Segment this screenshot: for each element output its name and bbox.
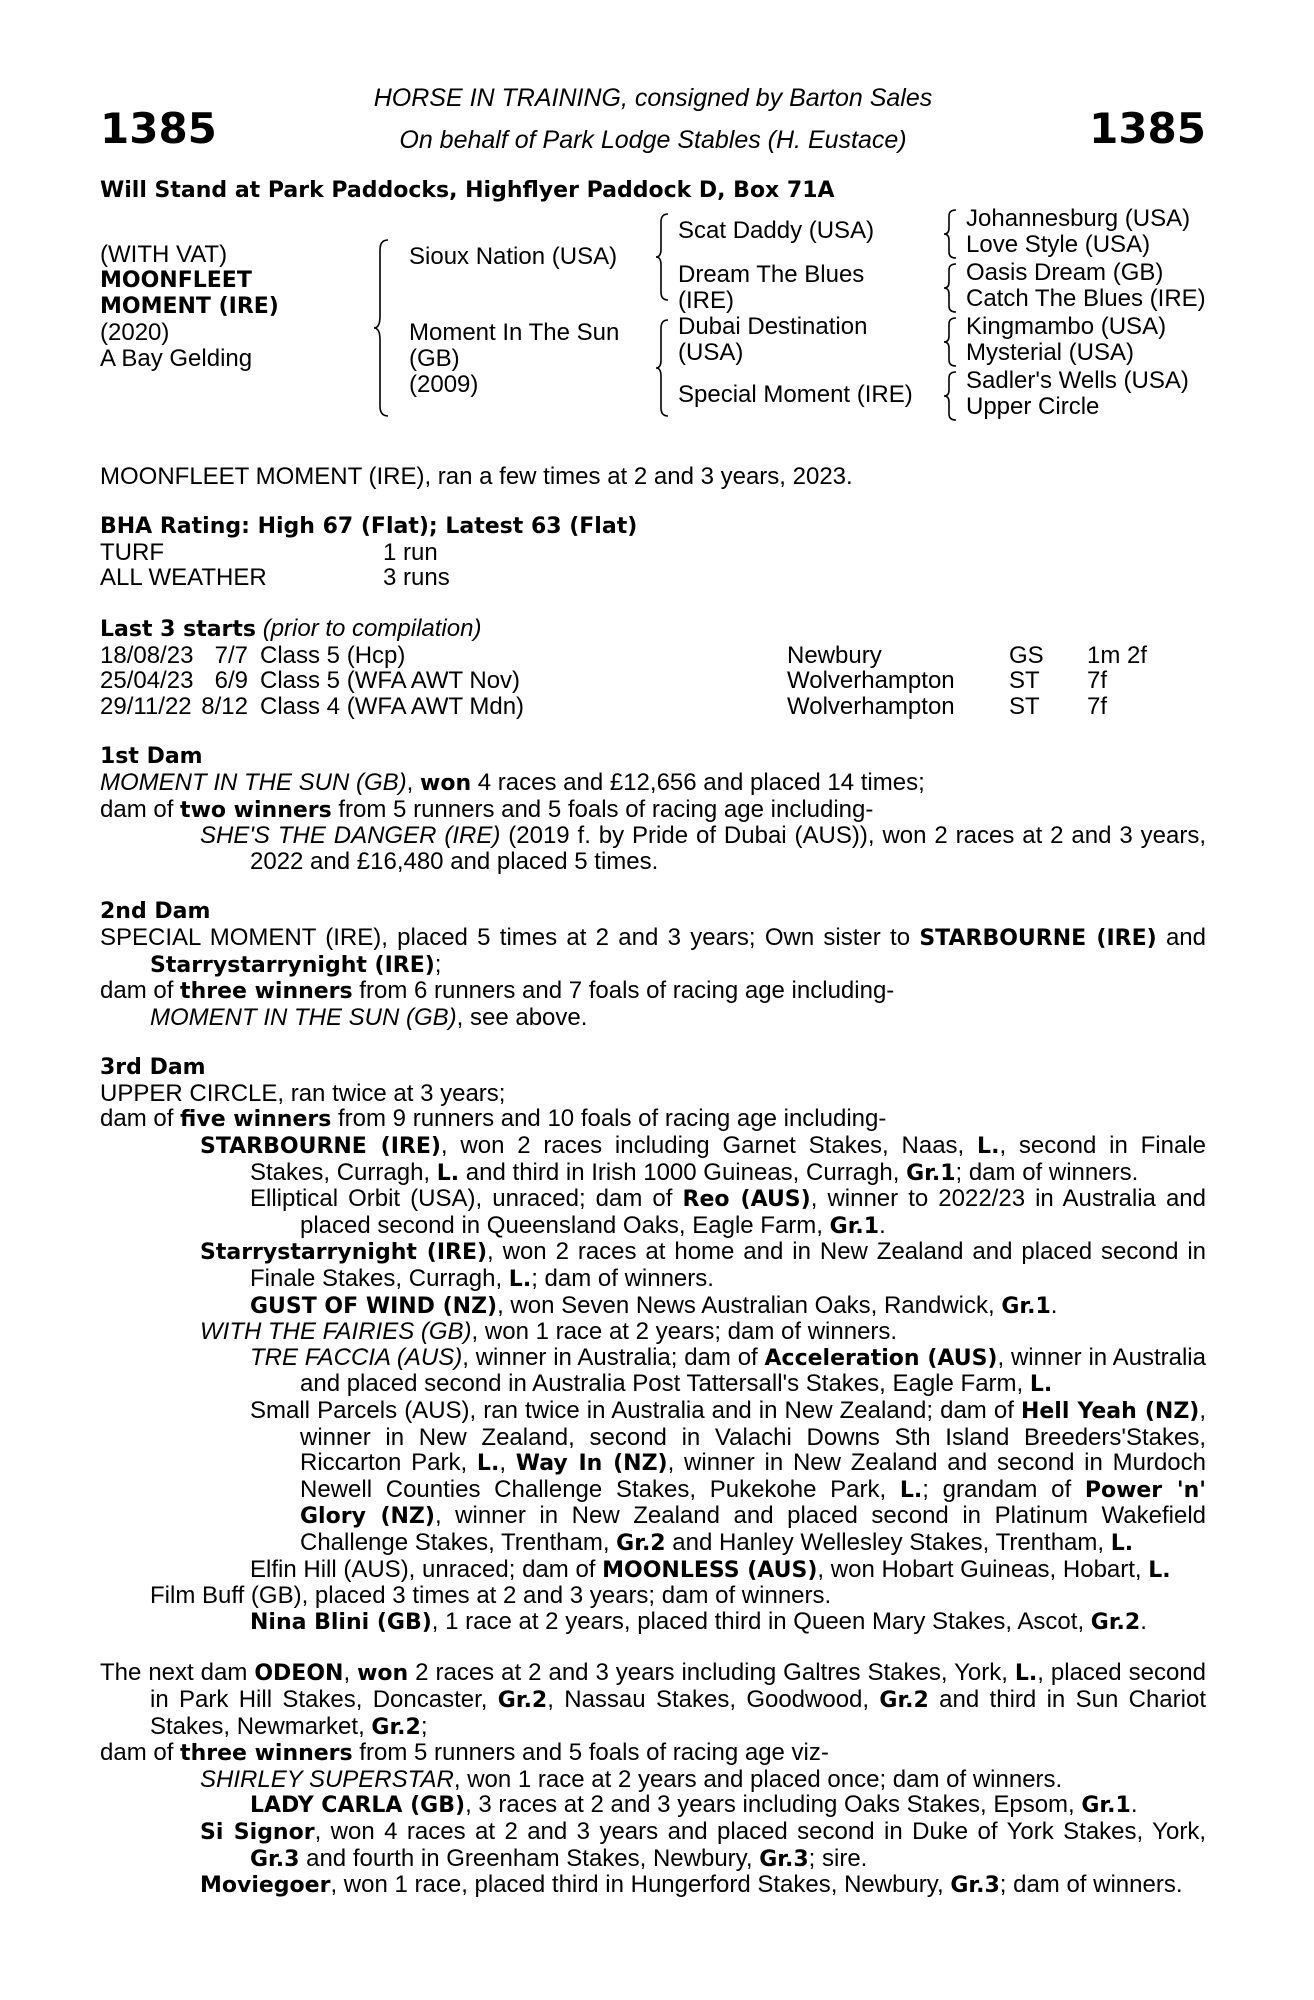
rating-runs: 1 run [383, 538, 438, 566]
start-position: 7/7 [214, 641, 248, 669]
dam3-produce: dam of five winners from 9 runners and 10 foals of racing age including- [100, 1105, 887, 1133]
start-row [100, 643, 1206, 669]
brace-gen1 [372, 238, 390, 418]
start-going: GS [1009, 641, 1044, 669]
brace-gen3-1 [942, 208, 958, 260]
ped-dsd: Mysterial (USA) [966, 338, 1135, 366]
sire: Sioux Nation (USA) [409, 242, 618, 270]
ped-ssd: Love Style (USA) [966, 230, 1151, 258]
dam1-heading: 1st Dam [100, 744, 203, 770]
summary: MOONFLEET MOMENT (IRE), ran a few times at 2 and 3 years, 2023. [100, 462, 853, 490]
ped-sdd: Catch The Blues (IRE) [966, 284, 1206, 312]
dam-dam: Special Moment (IRE) [678, 380, 913, 408]
horse-description: A Bay Gelding [100, 344, 253, 372]
brace-sire-gen2 [654, 212, 670, 302]
start-race: Class 4 (WFA AWT Mdn) [260, 692, 525, 720]
start-date: 25/04/23 [100, 667, 194, 695]
nextdam-record: The next dam ODEON, won 2 races at 2 and 3 years including Galtres Stakes, York, L., placed second in Park Hill Stakes, Doncaster, Gr.2, Nassau Stakes, Goodwood, Gr.2 and third in Sun Chariot Stakes, Newmarket, Gr.2; [100, 1659, 1206, 1740]
sire-dam-line2: (IRE) [678, 286, 734, 314]
horse-name-line1: MOONFLEET [100, 267, 252, 293]
brace-gen3-4 [942, 370, 958, 422]
start-date: 29/11/22 [100, 692, 192, 720]
rating-row [100, 540, 1206, 566]
starts-note: (prior to compilation) [262, 614, 482, 642]
start-row [100, 694, 1206, 720]
starts-title: Last 3 starts [100, 616, 257, 642]
dam2-heading: 2nd Dam [100, 899, 211, 925]
sire-sire: Scat Daddy (USA) [678, 216, 875, 244]
dam2-record: SPECIAL MOMENT (IRE), placed 5 times at 2 and 3 years; Own sister to STARBOURNE (IRE) and Starrystarrynight (IRE); [100, 923, 1206, 978]
lot-number-right: 1385 [1089, 104, 1206, 153]
horse-year: (2020) [100, 318, 170, 346]
start-position: 6/9 [214, 667, 248, 695]
rating-row [100, 565, 1206, 591]
dam2-foal: MOMENT IN THE SUN (GB), see above. [150, 1003, 588, 1031]
consignor-line: On behalf of Park Lodge Stables (H. Eustace) [399, 126, 907, 154]
nextdam-foal: Si Signor, won 4 races at 2 and 3 years and placed second in Duke of York Stakes, York, Gr.3 and fourth in Greenham Stakes, Newbury, Gr.3; sire. [200, 1817, 1206, 1872]
stand-location: Will Stand at Park Paddocks, Highflyer Paddock D, Box 71A [100, 178, 835, 203]
start-going: ST [1009, 667, 1040, 695]
start-going: ST [1009, 692, 1040, 720]
nextdam-foal: SHIRLEY SUPERSTAR, won 1 race at 2 years and placed once; dam of winners. [200, 1765, 1063, 1793]
horse-name-line2: MOMENT (IRE) [100, 293, 279, 319]
ped-dss: Kingmambo (USA) [966, 312, 1167, 340]
dam3-foal: WITH THE FAIRIES (GB), won 1 race at 2 years; dam of winners. [200, 1318, 898, 1346]
ped-ddd: Upper Circle [966, 392, 1100, 420]
rating-title: BHA Rating: High 67 (Flat); Latest 63 (Flat) [100, 514, 638, 540]
ped-sss: Johannesburg (USA) [966, 204, 1191, 232]
starts-heading [100, 616, 1206, 643]
dam-line3: (2009) [409, 370, 479, 398]
dam3-grandfoal: GUST OF WIND (NZ), won Seven News Australian Oaks, Randwick, Gr.1. [250, 1291, 1058, 1319]
dam-sire-line1: Dubai Destination [678, 312, 868, 340]
ped-sds: Oasis Dream (GB) [966, 258, 1164, 286]
nextdam-produce: dam of three winners from 5 runners and 5 foals of racing age viz- [100, 1739, 829, 1767]
dam3-granddaughter: Elliptical Orbit (USA), unraced; dam of Reo (AUS), winner to 2022/23 in Australia and placed second in Queensland Oaks, Eagle Farm, Gr.1. [250, 1185, 1206, 1239]
pedigree-table [100, 204, 1206, 434]
rating-runs: 3 runs [383, 564, 450, 592]
dam3-grandfoal: Small Parcels (AUS), ran twice in Australia and in New Zealand; dam of Hell Yeah (NZ), winner in New Zealand, second in Valachi Downs Sth Island Breeders'Stakes, Riccarton Park, L., Way In (NZ), winner in New Zealand and second in Murdoch Newell Counties Challenge Stakes, Pukekohe Park, L.; grandam of Power 'n' Glory (NZ), winner in New Zealand and placed second in Platinum Wakefield Challenge Stakes, Trentham, Gr.2 and Hanley Wellesley Stakes, Trentham, L. [250, 1397, 1207, 1556]
dam3-grandfoal: TRE FACCIA (AUS), winner in Australia; dam of Acceleration (AUS), winner in Australia and placed second in Australia Post Tattersall's Stakes, Eagle Farm, L. [250, 1343, 1206, 1398]
vat-note: (WITH VAT) [100, 240, 228, 268]
ped-dds: Sadler's Wells (USA) [966, 366, 1189, 394]
rating-surface: ALL WEATHER [100, 564, 267, 592]
start-distance: 7f [1087, 692, 1108, 720]
start-date: 18/08/23 [100, 641, 194, 669]
start-course: Newbury [787, 641, 882, 669]
start-course: Wolverhampton [787, 667, 955, 695]
dam3-foal: Starrystarrynight (IRE), won 2 races at home and in New Zealand and placed second in Finale Stakes, Curragh, L.; dam of winners. [200, 1238, 1207, 1293]
dam-line2: (GB) [409, 344, 460, 372]
start-position: 8/12 [201, 692, 248, 720]
start-course: Wolverhampton [787, 692, 955, 720]
brace-gen3-2 [942, 262, 958, 314]
dam2-produce: dam of three winners from 6 runners and 7 foals of racing age including- [100, 977, 895, 1005]
start-distance: 7f [1087, 667, 1108, 695]
start-race: Class 5 (Hcp) [260, 641, 406, 669]
dam1-produce: dam of two winners from 5 runners and 5 foals of racing age including- [100, 795, 874, 823]
nextdam-grandfoal: LADY CARLA (GB), 3 races at 2 and 3 years including Oaks Stakes, Epsom, Gr.1. [250, 1791, 1138, 1819]
dam1-record: MOMENT IN THE SUN (GB), won 4 races and £12,656 and placed 14 times; [100, 768, 925, 796]
catalogue-page [100, 86, 1206, 1899]
dam-sire-line2: (USA) [678, 338, 744, 366]
lot-number-left: 1385 [100, 104, 217, 153]
dam3-heading: 3rd Dam [100, 1055, 206, 1081]
start-distance: 1m 2f [1087, 641, 1148, 669]
brace-gen3-3 [942, 316, 958, 368]
header [100, 86, 1206, 168]
dam3-grandfoal: Nina Blini (GB), 1 race at 2 years, placed third in Queen Mary Stakes, Ascot, Gr.2. [250, 1607, 1147, 1635]
consignment-title: HORSE IN TRAINING, consigned by Barton Sales [373, 84, 933, 112]
sire-dam-line1: Dream The Blues [678, 260, 865, 288]
brace-dam-gen2 [654, 318, 670, 418]
dam3-record: UPPER CIRCLE, ran twice at 3 years; [100, 1079, 506, 1107]
start-race: Class 5 (WFA AWT Nov) [260, 667, 521, 695]
dam3-foal: Film Buff (GB), placed 3 times at 2 and 3 years; dam of winners. [150, 1582, 832, 1610]
start-row [100, 668, 1206, 694]
dam-line1: Moment In The Sun [409, 318, 620, 346]
dam3-foal: STARBOURNE (IRE), won 2 races including Garnet Stakes, Naas, L., second in Finale Stakes, Curragh, L. and third in Irish 1000 Guineas, Curragh, Gr.1; dam of winners. [200, 1132, 1207, 1186]
dam3-grandfoal: Elfin Hill (AUS), unraced; dam of MOONLESS (AUS), won Hobart Guineas, Hobart, L. [250, 1555, 1171, 1583]
dam1-foal: SHE'S THE DANGER (IRE) (2019 f. by Pride of Dubai (AUS)), won 2 races at 2 and 3 years, 2022 and £16,480 and placed 5 times. [200, 822, 1206, 875]
rating-surface: TURF [100, 538, 164, 566]
nextdam-foal: Moviegoer, won 1 race, placed third in Hungerford Stakes, Newbury, Gr.3; dam of winners. [200, 1871, 1183, 1899]
